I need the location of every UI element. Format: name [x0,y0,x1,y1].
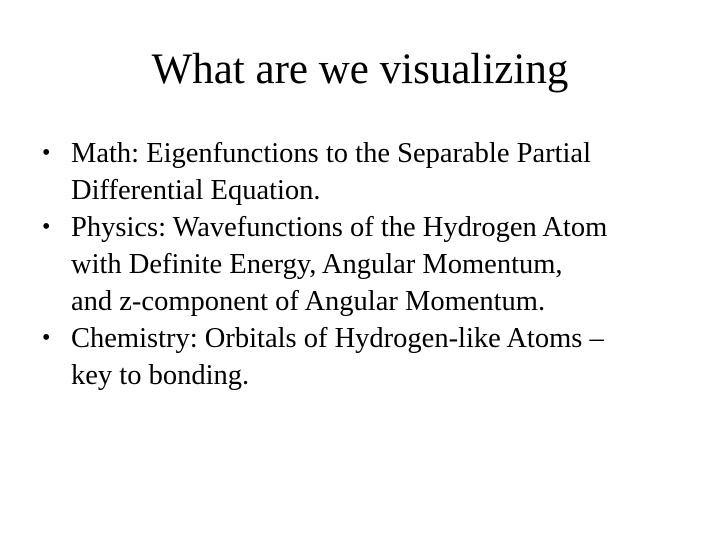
bullet-line: Math: Eigenfunctions to the Separable Partial [71,138,591,169]
bullet-text [71,209,692,320]
bullet-list [42,135,692,394]
bullet-line: Physics: Wavefunctions of the Hydrogen Atom [71,212,608,243]
bullet-line: key to bonding. [71,360,250,391]
bullet-line: and z-component of Angular Momentum. [71,286,546,317]
bullet-text [71,135,692,209]
bullet-item-chemistry [42,320,692,394]
bullet-item-math [42,135,692,209]
bullet-icon: • [42,325,51,351]
bullet-icon: • [42,140,51,166]
slide-title: What are we visualizing [151,46,569,93]
bullet-item-physics [42,209,692,320]
bullet-icon: • [42,214,51,240]
bullet-line: with Definite Energy, Angular Momentum, [71,249,563,280]
bullet-line: Chemistry: Orbitals of Hydrogen-like Atoms – [71,323,604,354]
bullet-line: Differential Equation. [71,175,321,206]
bullet-text [71,320,692,394]
